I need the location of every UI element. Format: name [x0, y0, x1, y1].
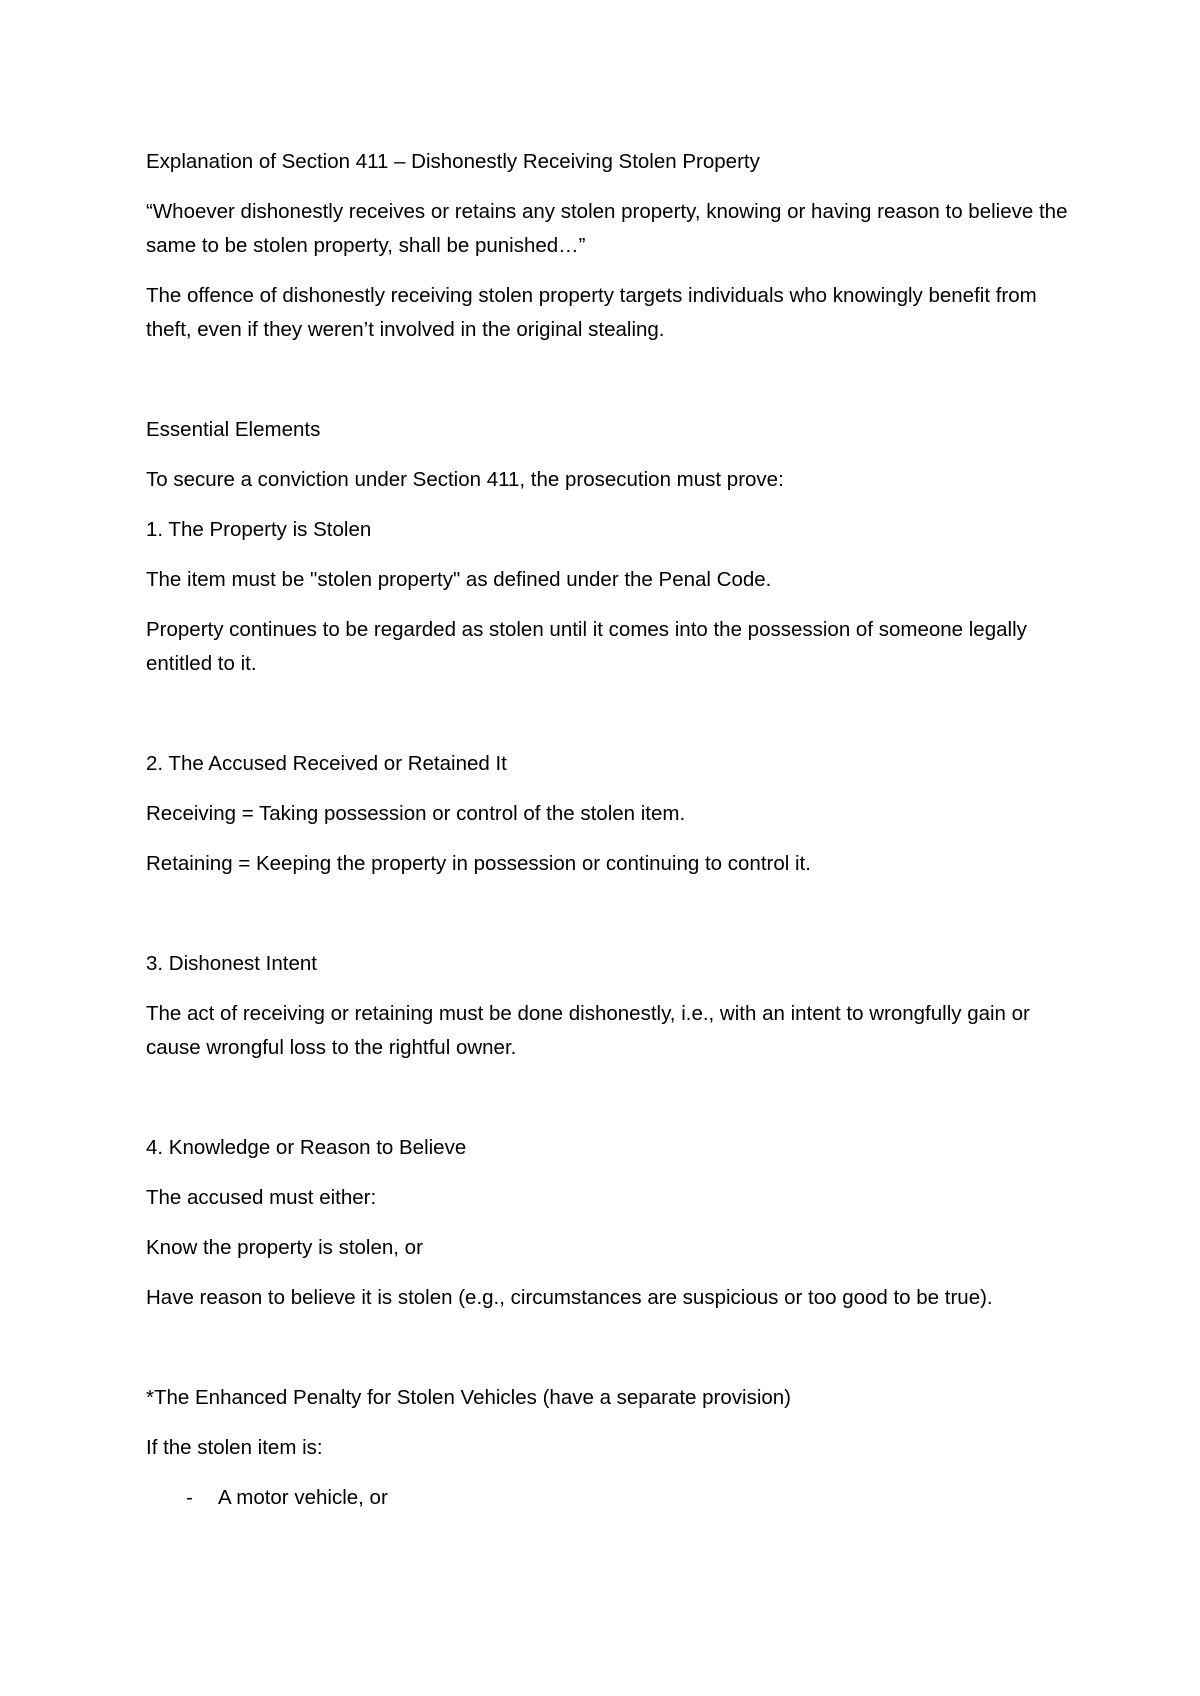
spacer: [146, 897, 1076, 947]
section-quote: “Whoever dishonestly receives or retains any stolen property, knowing or having reason to believe the same to be stolen property, shall be punished…”: [146, 200, 1068, 257]
spacer: [146, 1331, 1076, 1381]
intro-paragraph: The offence of dishonestly receiving stolen property targets individuals who knowingly benefit from theft, even if they weren’t involved in the original stealing.: [146, 284, 1037, 341]
document-title: Explanation of Section 411 – Dishonestly Receiving Stolen Property: [146, 150, 760, 173]
element-2-heading: 2. The Accused Received or Retained It: [146, 752, 507, 775]
element-2-line-1: Receiving = Taking possession or control of the stolen item.: [146, 802, 686, 825]
document-body: [146, 145, 1076, 1531]
essential-elements-heading: Essential Elements: [146, 418, 321, 441]
element-2-line-2: Retaining = Keeping the property in possession or continuing to control it.: [146, 852, 811, 875]
element-1-line-2: Property continues to be regarded as stolen until it comes into the possession of someone legally entitled to it.: [146, 618, 1027, 675]
element-3-heading: 3. Dishonest Intent: [146, 952, 317, 975]
element-3-line-1: The act of receiving or retaining must be done dishonestly, i.e., with an intent to wrongfully gain or cause wrongful loss to the rightful owner.: [146, 1002, 1030, 1059]
enhanced-penalty-heading: *The Enhanced Penalty for Stolen Vehicles (have a separate provision): [146, 1386, 791, 1409]
element-4-line-3: Have reason to believe it is stolen (e.g., circumstances are suspicious or too good to be true).: [146, 1286, 993, 1309]
list-item-text: A motor vehicle, or: [218, 1486, 388, 1509]
spacer: [146, 697, 1076, 747]
element-4-heading: 4. Knowledge or Reason to Believe: [146, 1136, 467, 1159]
element-1-line-1: The item must be "stolen property" as defined under the Penal Code.: [146, 568, 772, 591]
dash-bullet: -: [186, 1486, 193, 1509]
spacer: [146, 363, 1076, 413]
list-item: [146, 1481, 1076, 1515]
element-4-line-2: Know the property is stolen, or: [146, 1236, 423, 1259]
enhanced-penalty-line-1: If the stolen item is:: [146, 1436, 323, 1459]
essential-elements-intro: To secure a conviction under Section 411, the prosecution must prove:: [146, 468, 784, 491]
element-4-line-1: The accused must either:: [146, 1186, 377, 1209]
element-1-heading: 1. The Property is Stolen: [146, 518, 372, 541]
spacer: [146, 1081, 1076, 1131]
